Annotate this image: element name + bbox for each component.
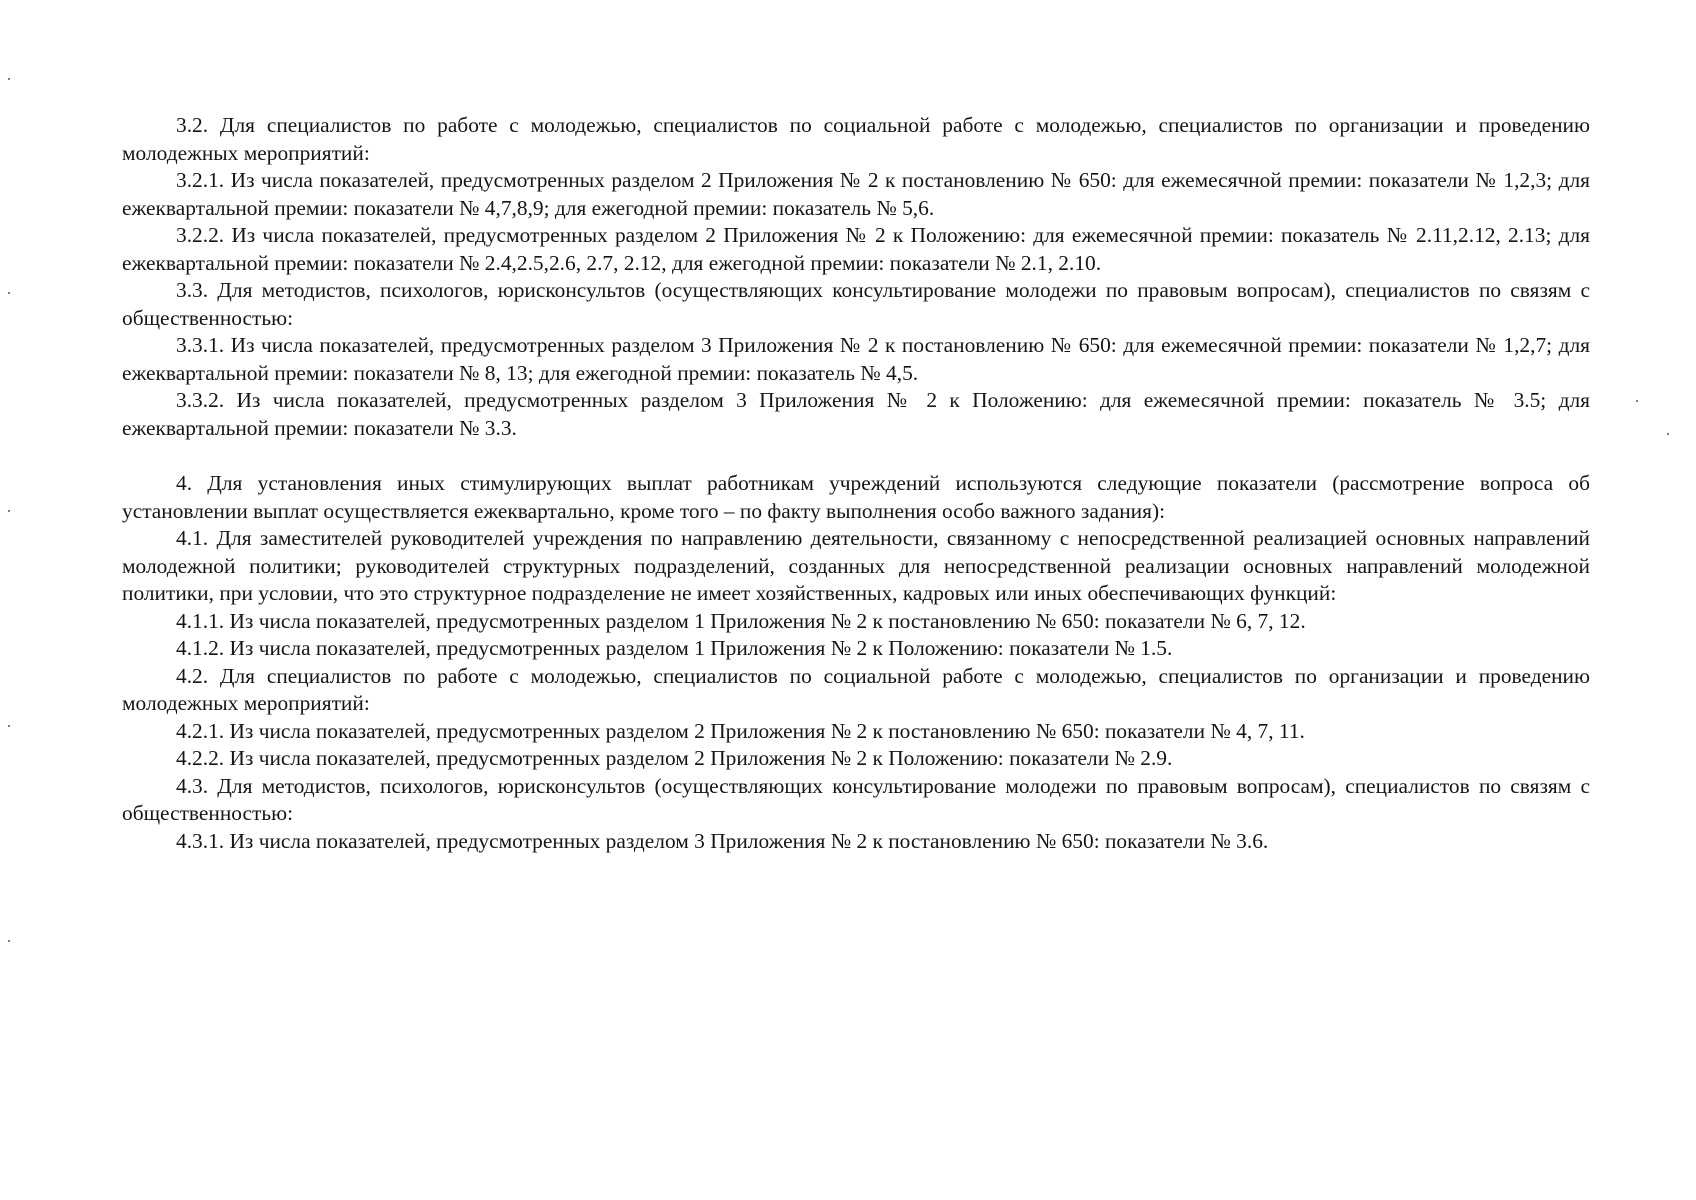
paragraph-4: 4. Для установления иных стимулирующих выплат работникам учреждений используются следующие показатели (рассмотрение вопроса об установлении выплат осуществляется ежеквартально, кроме того – по факту выполнения особо важного задания):	[122, 471, 1590, 523]
scan-speck	[8, 510, 10, 512]
paragraph-4-3: 4.3. Для методистов, психологов, юрисконсультов (осуществляющих консультирование молодежи по правовым вопросам), специалистов по связям с общественностью:	[122, 773, 1590, 825]
paragraph-4-2: 4.2. Для специалистов по работе с молодежью, специалистов по социальной работе с молодежью, специалистов по организации и проведению молодежных мероприятий:	[122, 663, 1590, 715]
document-body	[122, 112, 1590, 855]
scan-speck	[1667, 433, 1669, 435]
scan-speck	[8, 292, 10, 294]
paragraph-3-2: 3.2. Для специалистов по работе с молодежью, специалистов по социальной работе с молодежью, специалистов по организации и проведению молодежных мероприятий:	[122, 113, 1590, 165]
paragraph-3-3-2: 3.3.2. Из числа показателей, предусмотренных разделом 3 Приложения № 2 к Положению: для ежемесячной премии: показатель № 3.5; для ежеквартальной премии: показатели № 3.3.	[122, 388, 1590, 440]
paragraph-3-3: 3.3. Для методистов, психологов, юрисконсультов (осуществляющих консультирование молодежи по правовым вопросам), специалистов по связям с общественностью:	[122, 278, 1590, 330]
paragraph-3-3-1: 3.3.1. Из числа показателей, предусмотренных разделом 3 Приложения № 2 к постановлению № 650: для ежемесячной премии: показатели № 1,2,7; для ежеквартальной премии: показатели № 8, 13; для ежегодной премии: показатель № 4,5.	[122, 333, 1590, 385]
paragraph-4-1: 4.1. Для заместителей руководителей учреждения по направлению деятельности, связанному с непосредственной реализацией основных направлений молодежной политики; руководителей структурных подразделений, созданных для непосредственной реализации основных направлений молодежной политики, при условии, что это структурное подразделение не имеет хозяйственных, кадровых или иных обеспечивающих функций:	[122, 526, 1590, 605]
scan-speck	[1636, 400, 1638, 402]
scan-speck	[8, 725, 10, 727]
paragraph-4-2-1: 4.2.1. Из числа показателей, предусмотренных разделом 2 Приложения № 2 к постановлению № 650: показатели № 4, 7, 11.	[176, 718, 1305, 743]
scan-speck	[8, 78, 10, 80]
scan-speck	[8, 940, 10, 942]
paragraph-4-2-2: 4.2.2. Из числа показателей, предусмотренных разделом 2 Приложения № 2 к Положению: показатели № 2.9.	[176, 746, 1173, 770]
paragraph-4-1-2: 4.1.2. Из числа показателей, предусмотренных разделом 1 Приложения № 2 к Положению: показатели № 1.5.	[176, 636, 1173, 660]
paragraph-4-1-1: 4.1.1. Из числа показателей, предусмотренных разделом 1 Приложения № 2 к постановлению № 650: показатели № 6, 7, 12.	[176, 608, 1306, 633]
paragraph-3-2-2: 3.2.2. Из числа показателей, предусмотренных разделом 2 Приложения № 2 к Положению: для ежемесячной премии: показатель № 2.11,2.12, 2.13; для ежеквартальной премии: показатели № 2.4,2.5,2.6, 2.7, 2.12, для ежегодной премии: показатели № 2.1, 2.10.	[122, 223, 1590, 275]
paragraph-3-2-1: 3.2.1. Из числа показателей, предусмотренных разделом 2 Приложения № 2 к постановлению № 650: для ежемесячной премии: показатели № 1,2,3; для ежеквартальной премии: показатели № 4,7,8,9; для ежегодной премии: показатель № 5,6.	[122, 168, 1590, 220]
paragraph-4-3-1: 4.3.1. Из числа показателей, предусмотренных разделом 3 Приложения № 2 к постановлению № 650: показатели № 3.6.	[176, 828, 1269, 853]
section-gap	[122, 442, 1590, 470]
